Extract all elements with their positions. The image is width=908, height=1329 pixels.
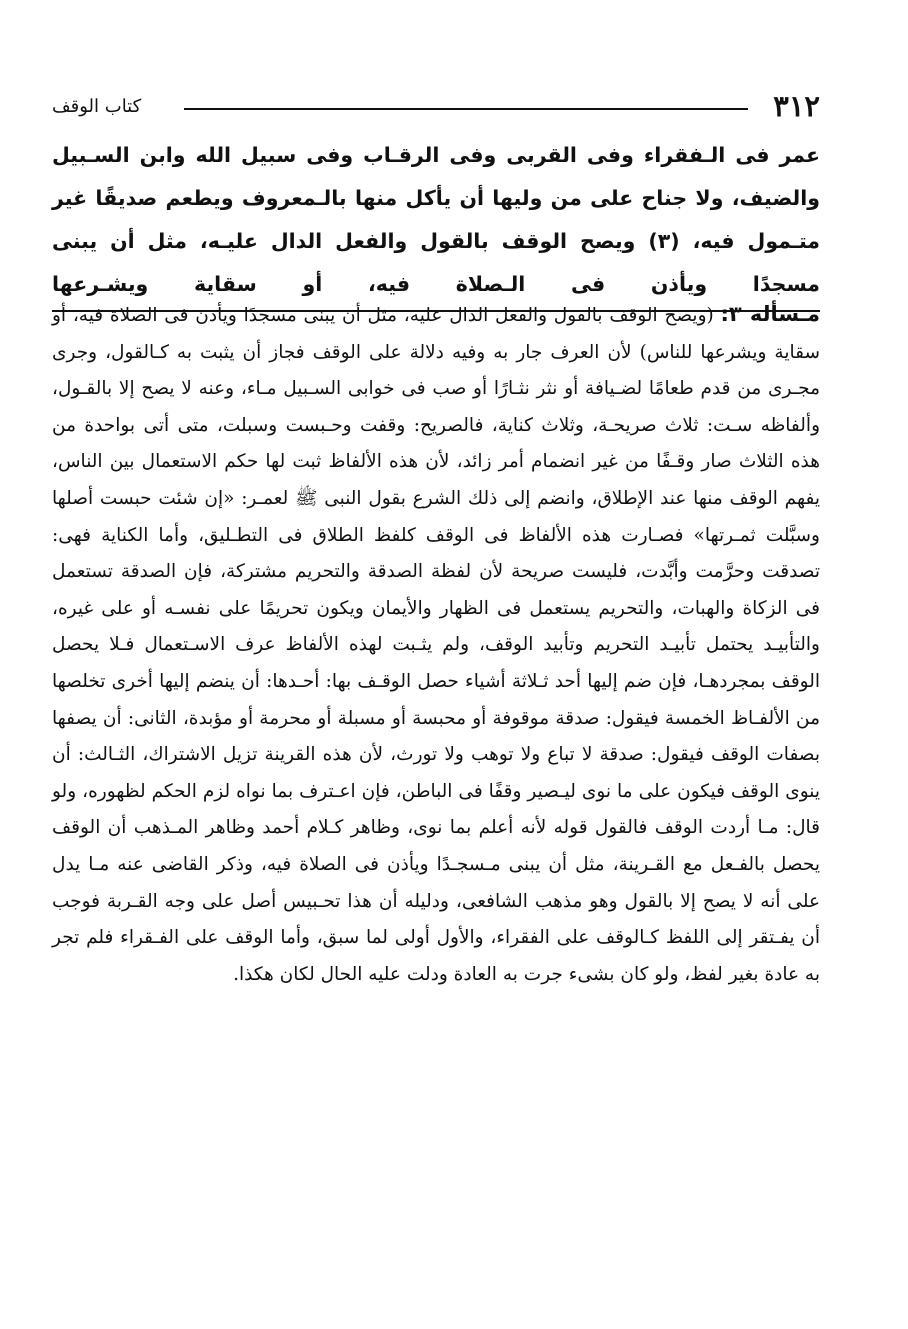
commentary-text: (ويصح الوقف بالقول والفعل الدال عليه، مثل أن يبنى مسجدًا ويأذن فى الصلاة فيه، أو سقاية ويشرعها للناس) لأن العرف جار به وفيه دلالة على الوقف فجاز أن يثبت به كـالقول، وجرى مجـرى من قدم طعامًا لضـيافة أو نثر نثـارًا أو صب فى خوابى السـبيل مـاء، وعنه لا يصح إلا بالقـول، وألفاظه سـت: ثلاث صريحـة، وثلاث كناية، فالصريح: وقفت وحـبست وسبلت، متى أتى بواحدة من هذه الثلاث صار وقـفًا من غير انضمام أمر زائد، لأن هذه الألفاظ ثبت لها حكم الاستعمال بين الناس، يفهم الوقف منها عند الإطلاق، وانضم إلى ذلك الشرع بقول النبى ﷺ لعمـر: «إن شئت حبست أصلها وسبَّلت ثمـرتها» فصـارت هذه الألفاظ فى الوقف كلفظ الطلاق فى التطـليق، وأما الكناية فهى: تصدقت وحرَّمت وأبَّدت، فليست صريحة لأن لفظة الصدقة والتحريم مشتركة، فإن الصدقة تستعمل فى الزكاة والهبات، والتحريم يستعمل فى الظهار والأيمان ويكون تحريمًا على نفسـه أو على غيره، والتأبيـد يحتمل تأبيـد التحريم وتأبيد الوقف، ولم يثـبت لهذه الألفاظ عرف الاسـتعمال فـلا يحصل الوقف بمجردهـا، فإن ضم إليها أحد ثـلاثة أشياء حصل الوقـف بها: أحـدها: أن ينضم إليها أخرى تخلصها من الألفـاظ الخمسة فيقول: صدقة موقوفة أو محبسة أو مسبلة أو محرمة أو مؤبدة، الثانى: أن يصفها بصفات الوقف فيقول: صدقة لا تباع ولا توهب ولا تورث، لأن هذه القرينة تزيل الاشتراك، الثـالث: أن ينوى الوقف فيكون على ما نوى ليـصير وقفًا فى الباطن، فإن اعـترف بما نواه لزم الحكم لظهوره، ولو قال: مـا أردت الوقف فالقول قوله لأنه أعلم بما نوى، وظاهر كـلام أحمد وظاهر المـذهب أن الوقف يحصل بالفـعل مع القـرينة، مثل أن يبنى مـسجـدًا ويأذن فى الصلاة فيه، وذكر القاضى عنه مـا يدل على أنه لا يصح إلا بالقول وهو مذهب الشافعى، ودليله أن هذا تحـبيس أصل على وجه القـربة فوجب أن يفـتقر إلى اللفظ كـالوقف على الفقراء، والأول أولى لما سبق، وأما الوقف على الفـقراء فلم تجر به عادة بغير لفظ، ولو كان بشىء جرت به العادة ودلت عليه الحال لكان هكذا.: [52, 305, 820, 985]
commentary: [52, 296, 820, 993]
main-text: [52, 134, 820, 312]
header-rule: [184, 108, 748, 110]
running-header: [52, 88, 820, 128]
page-number: ٣١٢: [773, 89, 820, 123]
book-title: كتاب الوقف: [52, 96, 142, 117]
main-text-paragraph: عمر فى الـفقراء وفى القربى وفى الرقـاب وفى سبيل الله وابن السـبيل والضيف، ولا جناح على من وليها أن يأكل منها بالـمعروف ويطعم صديقًا غير متـمول فيه، (٣) ويصح الوقف بالقول والفعل الدال عليـه، مثل أن يبنى مسجدًا ويأذن فى الـصلاة فيه، أو سقاية ويشـرعها: [52, 143, 820, 296]
commentary-paragraph: [52, 296, 820, 993]
issue-label: مـسألة ٣:: [720, 302, 820, 326]
